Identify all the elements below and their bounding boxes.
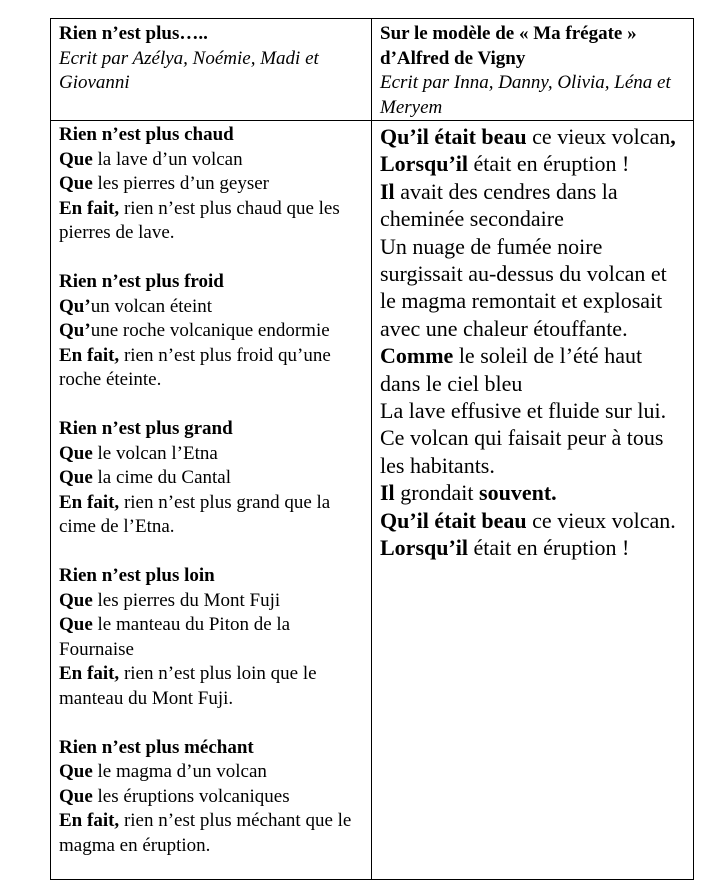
poem-line xyxy=(59,785,365,810)
poems-table xyxy=(50,18,694,880)
poem-line xyxy=(380,479,687,506)
poem-line xyxy=(380,178,687,233)
poem-line xyxy=(59,197,365,246)
bold-word: Il xyxy=(380,480,395,506)
left-poem-cell xyxy=(51,121,372,880)
line-text: le volcan l’Etna xyxy=(92,442,218,464)
poem-line xyxy=(59,172,365,197)
stanza-heading: Rien n’est plus méchant xyxy=(59,736,254,758)
left-header-credit: Ecrit par Azélya, Noémie, Madi et Giovanni xyxy=(59,47,319,93)
bold-word: , xyxy=(670,124,676,149)
poem-line xyxy=(59,442,365,467)
line-text: Ce volcan qui faisait peur à tous les habitants. xyxy=(380,425,664,478)
bold-word: Que xyxy=(59,148,93,170)
poem-line xyxy=(59,491,365,540)
bold-word: Qu’ xyxy=(59,295,91,317)
poem-line xyxy=(380,424,687,479)
poem-line xyxy=(380,233,687,343)
line-text: les pierres du Mont Fuji xyxy=(92,589,281,611)
bold-word: Comme xyxy=(380,343,454,369)
line-text: les pierres d’un geyser xyxy=(92,173,269,194)
poem-line xyxy=(59,662,365,711)
poem-line xyxy=(380,123,687,150)
stanza xyxy=(59,123,365,246)
line-text: rien n’est plus méchant que le magma en éruption. xyxy=(59,810,352,856)
bold-word: Que xyxy=(59,785,93,807)
bold-word: Que xyxy=(59,614,93,635)
stanza-heading: Rien n’est plus froid xyxy=(59,271,224,292)
bold-word: En fait, xyxy=(59,810,120,831)
poem-line xyxy=(59,466,365,491)
line-text: ce vieux volcan xyxy=(526,124,671,149)
left-header-title: Rien n’est plus….. xyxy=(59,23,208,44)
poem-line xyxy=(380,507,687,534)
stanza xyxy=(59,270,365,393)
poem-line xyxy=(59,613,365,662)
right-header-cell xyxy=(372,19,694,121)
line-text: était en éruption ! xyxy=(468,535,630,561)
line-text: le magma d’un volcan xyxy=(92,761,267,782)
poem-line xyxy=(59,319,365,344)
right-header-credit: Ecrit par Inna, Danny, Olivia, Léna et Meryem xyxy=(380,72,671,118)
stanza xyxy=(59,564,365,711)
line-text: rien n’est plus froid qu’une roche éteinte. xyxy=(59,344,331,390)
line-text: un volcan éteint xyxy=(90,295,213,317)
bold-word: En fait, xyxy=(59,197,120,219)
line-text: rien n’est plus chaud que les pierres de lave. xyxy=(59,197,340,243)
line-text: le manteau du Piton de la Fournaise xyxy=(59,614,291,660)
line-text: la cime du Cantal xyxy=(92,467,232,488)
bold-word: Qu’il était beau xyxy=(380,507,527,533)
line-text: grondait xyxy=(394,480,480,506)
line-text: ce vieux volcan. xyxy=(526,507,676,533)
table-header-row xyxy=(51,19,694,121)
poem-line xyxy=(59,760,365,785)
table-body-row xyxy=(51,121,694,880)
poem-line xyxy=(59,295,365,320)
line-text: rien n’est plus grand que la cime de l’Etna. xyxy=(59,491,331,537)
poem-line xyxy=(380,342,687,397)
poem-line xyxy=(59,809,365,858)
bold-word: Lorsqu’il xyxy=(380,151,469,177)
line-text: avait des cendres dans la cheminée secondaire xyxy=(380,178,618,232)
poem-line xyxy=(59,148,365,173)
bold-word: Que xyxy=(59,467,93,488)
line-text: une roche volcanique endormie xyxy=(90,320,330,341)
bold-word: Qu’ xyxy=(59,320,91,341)
bold-word: Il xyxy=(380,178,395,204)
stanza xyxy=(59,736,365,859)
bold-word: Que xyxy=(59,761,93,782)
poem-line xyxy=(380,397,687,424)
stanza-heading: Rien n’est plus grand xyxy=(59,418,233,439)
bold-word: Que xyxy=(59,589,93,611)
bold-word: Qu’il était beau xyxy=(380,124,527,149)
stanza xyxy=(59,417,365,540)
bold-word: souvent. xyxy=(479,480,557,506)
right-poem-cell xyxy=(372,121,694,880)
poem-line xyxy=(59,344,365,393)
bold-word: Que xyxy=(59,173,93,194)
bold-word: Que xyxy=(59,442,93,464)
poem-line xyxy=(380,150,687,177)
stanza-heading: Rien n’est plus loin xyxy=(59,565,215,586)
bold-word: En fait, xyxy=(59,663,120,684)
line-text: La lave effusive et fluide sur lui. xyxy=(380,398,667,424)
line-text: les éruptions volcaniques xyxy=(92,785,290,807)
document-page xyxy=(50,18,693,878)
bold-word: Lorsqu’il xyxy=(380,535,469,561)
line-text: rien n’est plus loin que le manteau du Mont Fuji. xyxy=(59,663,317,709)
bold-word: En fait, xyxy=(59,344,120,366)
stanza-heading: Rien n’est plus chaud xyxy=(59,124,234,145)
line-text: la lave d’un volcan xyxy=(92,148,243,170)
poem-line xyxy=(380,534,687,561)
line-text: était en éruption ! xyxy=(468,151,630,177)
line-text: Un nuage de fumée noire surgissait au-dessus du volcan et le magma remontait et explosait avec une chaleur étouffante. xyxy=(380,233,667,341)
poem-line xyxy=(59,589,365,614)
bold-word: En fait, xyxy=(59,491,120,513)
left-header-cell xyxy=(51,19,372,121)
line-text: le soleil de l’été haut dans le ciel bleu xyxy=(380,343,643,396)
right-header-title: Sur le modèle de « Ma frégate » d’Alfred de Vigny xyxy=(380,23,637,69)
